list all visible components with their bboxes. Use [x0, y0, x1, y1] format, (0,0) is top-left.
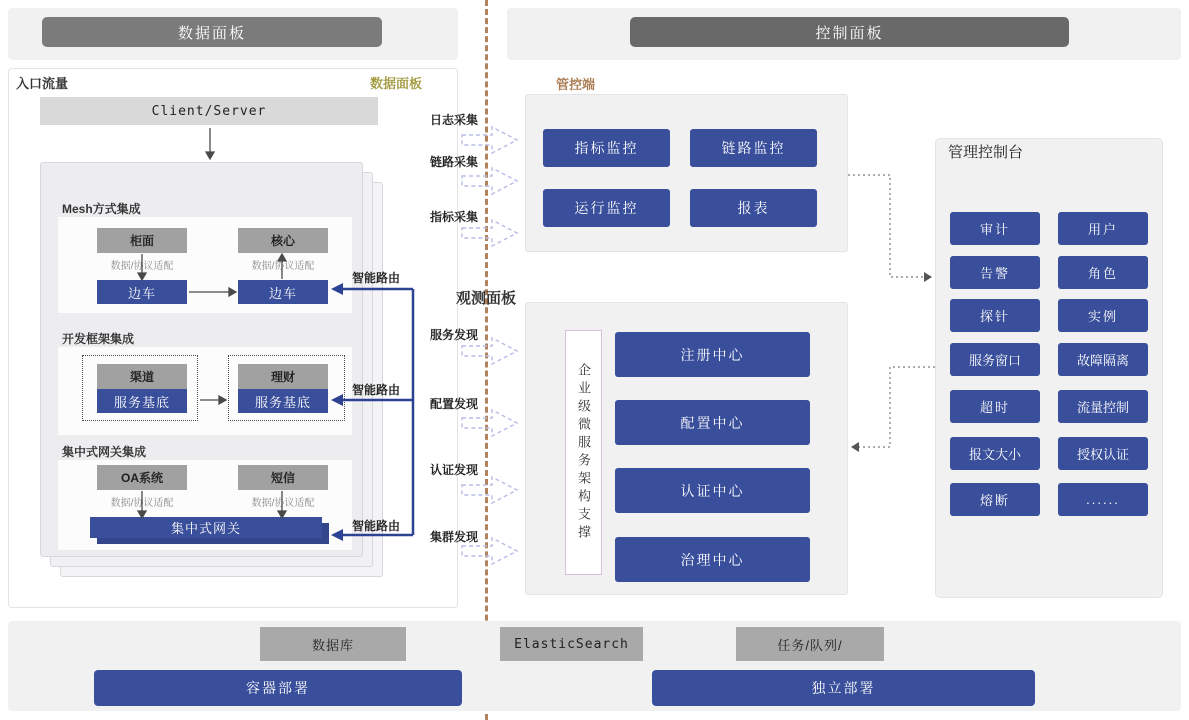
- adapter-label-1: 数据/协议适配: [110, 261, 174, 272]
- node-container-deploy: 容器部署: [94, 670, 462, 706]
- node-timeout: 超时: [950, 390, 1040, 423]
- client-server-node: Client/Server: [40, 97, 378, 125]
- flow-arrow-icons: [462, 127, 517, 564]
- node-role: 角色: [1058, 256, 1148, 289]
- node-elasticsearch: ElasticSearch: [500, 627, 643, 661]
- node-auth-cert: 授权认证: [1058, 437, 1148, 470]
- adapter-label-3: 数据/协议适配: [110, 498, 174, 509]
- flow-config-discover: 配置发现: [429, 397, 478, 411]
- node-channel: 渠道: [97, 364, 187, 389]
- node-probe: 探针: [950, 299, 1040, 332]
- node-trace-monitor: 链路监控: [690, 129, 817, 167]
- flow-trace-collect: 链路采集: [429, 155, 478, 169]
- node-task-queue: 任务/队列/: [736, 627, 884, 661]
- node-registry-center: 注册中心: [615, 332, 810, 377]
- node-central-gateway: 集中式网关: [90, 517, 322, 538]
- node-service-window: 服务窗口: [950, 343, 1040, 376]
- node-flow-control: 流量控制: [1058, 390, 1148, 423]
- smart-route-label-3: 智能路由: [352, 519, 401, 533]
- node-config-center: 配置中心: [615, 400, 810, 445]
- node-oa-system: OA系统: [97, 465, 187, 490]
- center-divider: [485, 0, 488, 720]
- node-wealth: 理财: [238, 364, 328, 389]
- control-side-tag: 管控端: [556, 77, 596, 92]
- node-alert: 告警: [950, 256, 1040, 289]
- control-side-panel: [525, 94, 848, 252]
- data-plane-header: 数据面板: [42, 17, 382, 47]
- flow-cluster-discover: 集群发现: [429, 530, 478, 544]
- node-more: ......: [1058, 483, 1148, 516]
- node-service-base-right: 服务基底: [238, 389, 328, 413]
- observe-panel-label: 观测面板: [456, 290, 517, 307]
- node-database: 数据库: [260, 627, 406, 661]
- management-console-title: 管理控制台: [948, 144, 1024, 161]
- adapter-label-4: 数据/协议适配: [251, 498, 315, 509]
- node-fault-isolation: 故障隔离: [1058, 343, 1148, 376]
- smart-route-label-1: 智能路由: [352, 271, 401, 285]
- section-mesh-title: Mesh方式集成: [62, 202, 141, 216]
- node-sidecar-right: 边车: [238, 280, 328, 304]
- data-plane-tag: 数据面板: [370, 76, 423, 91]
- node-core: 核心: [238, 228, 328, 253]
- section-gateway-title: 集中式网关集成: [62, 445, 147, 459]
- ingress-label: 入口流量: [16, 76, 69, 91]
- node-circuit-break: 熔断: [950, 483, 1040, 516]
- control-plane-header: 控制面板: [630, 17, 1069, 47]
- flow-service-discover: 服务发现: [429, 328, 478, 342]
- node-counter: 柜面: [97, 228, 187, 253]
- node-audit: 审计: [950, 212, 1040, 245]
- node-metric-monitor: 指标监控: [543, 129, 670, 167]
- node-standalone-deploy: 独立部署: [652, 670, 1035, 706]
- node-governance-center: 治理中心: [615, 537, 810, 582]
- flow-metric-collect: 指标采集: [429, 210, 478, 224]
- node-sms: 短信: [238, 465, 328, 490]
- node-runtime-monitor: 运行监控: [543, 189, 670, 227]
- adapter-label-2: 数据/协议适配: [251, 261, 315, 272]
- section-framework-title: 开发框架集成: [62, 332, 135, 346]
- node-auth-center: 认证中心: [615, 468, 810, 513]
- flow-log-collect: 日志采集: [429, 113, 478, 127]
- flow-auth-discover: 认证发现: [429, 463, 478, 477]
- node-service-base-left: 服务基底: [97, 389, 187, 413]
- node-instance: 实例: [1058, 299, 1148, 332]
- microservice-support-label: 企业级微服务架构支撑: [565, 330, 602, 575]
- node-message-size: 报文大小: [950, 437, 1040, 470]
- smart-route-label-2: 智能路由: [352, 383, 401, 397]
- node-user: 用户: [1058, 212, 1148, 245]
- node-report: 报表: [690, 189, 817, 227]
- node-sidecar-left: 边车: [97, 280, 187, 304]
